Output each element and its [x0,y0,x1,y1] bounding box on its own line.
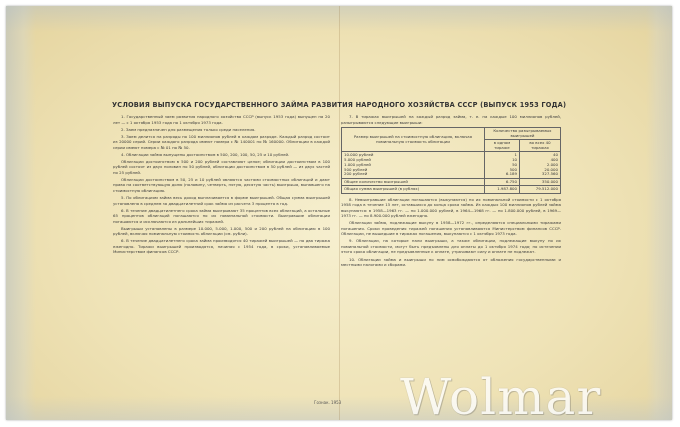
table-row-total-sum: Общая сумма выигрышей (в рублях) 1.987.800 79.512.000 [342,186,561,193]
paper-edge-right [646,6,672,420]
table-row-total-count: Общее количество выигрышей 6.750 350.000 [342,178,561,185]
terms-right-column [341,114,561,269]
table-header-all-draws: во всех 40 тиражах [520,140,561,152]
table-cell-amounts: 10.000 рублей 5.000 рублей 1.000 рублей 500 рублей 200 рублей [342,152,485,179]
table-row [342,152,561,179]
watermark-text: Wolmar [400,368,602,426]
terms-paragraph: Облигации достоинством в 500 и 200 рублей составляют целое; облигации достоинством в 100 рублей состоят из двух половин по 50 рублей, облигации достоинством в 50 рублей — из двух частей по 25 рублей. [113,158,330,175]
terms-paragraph: 6. В течение двадцатилетнего срока займа производятся 40 тиражей выигрышей — по два тиража ежегодно. Тиражи выигрышей производятся, начиная с 1954 года, в сроки, устанавливаемые Министерством финансов СССР. [113,238,330,255]
table-header-count: Количество разыгрываемых выигрышей [484,128,560,140]
winnings-table [341,127,561,194]
table-cell-one-draw: 1 10 50 500 6.189 [484,152,519,179]
terms-paragraph: 2. Заем предназначен для размещения только среди населения. [121,126,256,132]
terms-paragraph: Выигрыши установлены в размере 10.000, 5.000, 1.000, 500 и 200 рублей на облигацию в 100 рублей, включая номинальную стоимость облигации (см. рубли). [113,225,330,237]
terms-paragraph: Облигации займа, подлежащие выкупу в 1958—1972 гг., определяются специальными тиражами погашения. Сроки проведения тиражей погашения устанавливаются Министерством финансов СССР. Облигации, не вышедшие в тиражах погашения, выкупаются с 1 октября 1973 года. [341,220,561,237]
bond-paper [6,6,672,420]
terms-paragraph: 6. В течение двадцатилетнего срока займа выигрывают 35 процентов всех облигаций, а остальные 65 процентов облигаций погашаются по их номинальной стоимости. Выигравшие облигации погашаются и исключаются из дальнейших тиражей. [113,207,330,224]
table-header-amount: Размер выигрышей на стоимостную облигацию, включая номинальную стоимость облигации [342,128,485,152]
paper-edge-left [6,6,36,420]
table-header-one-draw: в одном тираже [484,140,519,152]
terms-paragraph: 8. Невыигравшие облигации погашаются (выкупаются) по их номинальной стоимости с 1 октября 1958 года в течение 15 лет, оставшихся до конца срока займа. Из каждых 100 миллионов рублей займа выкупаются: в 1958—1963 гг. — по 1.000.000 рублей, в 1964—1968 гг. — по 1.800.000 рублей, в 1969—1973 гг. — по 8.900.000 рублей ежегодно. [341,196,561,219]
terms-paragraph: 1. Государственный заем развития народного хозяйства СССР (выпуск 1953 года) выпущен на 20 лет — с 1 октября 1953 года по 1 октября 1973 года. [113,114,330,125]
terms-paragraph: 10. Облигации займа и выигрыши по ним освобождаются от обложения государственными и местными налогами и сборами. [341,256,561,268]
terms-left-column [113,114,330,256]
terms-paragraph: 9. Облигации, на которые пали выигрыши, а также облигации, подлежащие выкупу по их номинальной стоимости, могут быть предъявлены для оплаты до 1 октября 1974 года; по истечении этого срока облигации, не предъявленные к оплате, утрачивают силу и оплате не подлежат. [341,238,561,255]
terms-paragraph: 5. По облигациям займа весь доход выплачивается в форме выигрышей. Общая сумма выигрышей установлена в среднем за двадцатилетний срок займа из расчета 3 процента в год. [113,195,330,206]
printer-imprint: Гознак. 1953 [314,400,342,405]
terms-paragraph: 4. Облигации займа выпущены достоинством в 500, 200, 100, 50, 25 и 10 рублей. [121,151,290,157]
winnings-intro: 7. В тиражах выигрышей на каждый разряд займа, т. е. на каждые 100 миллионов рублей, разыгрываются следующие выигрыши: [341,114,561,125]
terms-paragraph: 3. Заем делится на разряды по 100 миллионов рублей в каждом разряде. Каждый разряд состоит из 20000 серий. Серии каждого разряда имеют номера с № 140001 по № 160000. Облигации в каждой серии имеют номера с № 01 по № 50. [113,133,330,150]
table-cell-all-draws: 40 400 2.000 20.000 327.560 [520,152,561,179]
document-title: УСЛОВИЯ ВЫПУСКА ГОСУДАРСТВЕННОГО ЗАЙМА РАЗВИТИЯ НАРОДНОГО ХОЗЯЙСТВА СССР (ВЫПУСК 1953 ГОДА) [112,101,567,109]
terms-paragraph: Облигации достоинством в 50, 25 и 10 рублей являются частями стоимостных облигаций и дают право на соответствующую долю (половину, четверть, пятую, десятую часть) выигрыша, выпавшего на стоимостную облигацию. [113,176,330,193]
fold-line [339,6,340,420]
